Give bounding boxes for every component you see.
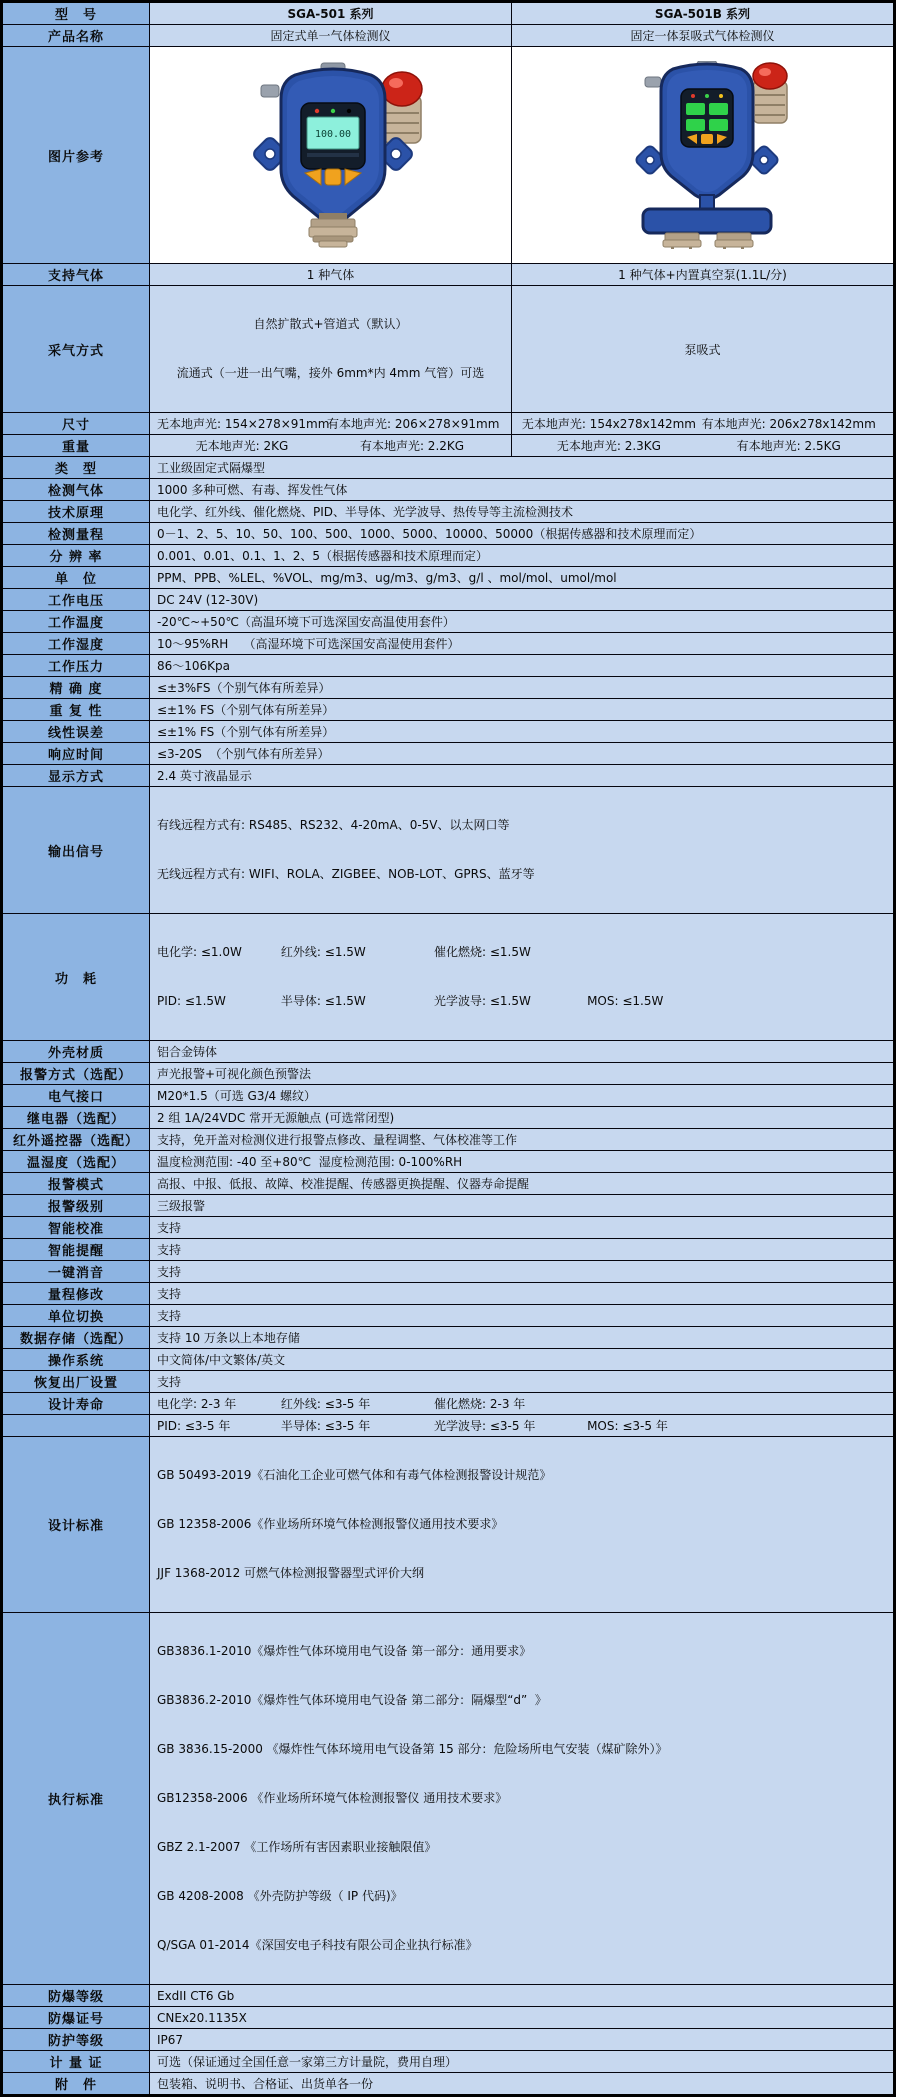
gas-sensor-pair [663,233,753,249]
standard-item: GB 3836.15-2000 《爆炸性气体环境用电气设备第 15 部分：危险场所电气安装（煤矿除外）》 [157,1742,668,1756]
row-label-empty [2,1415,150,1437]
table-row-type [2,457,895,479]
row-value: 1000 多种可燃、有毒、挥发性气体 [150,479,895,501]
table-row-exd-cert [2,2007,895,2029]
row-label: 量程修改 [2,1283,150,1305]
row-value: 2.4 英寸液晶显示 [150,765,895,787]
weight-a: 无本地声光: 2KG 有本地声光: 2.2KG [150,435,512,457]
series-a-title: SGA-501 系列 [150,2,512,25]
row-label: 图片参考 [2,47,150,264]
lcd-reading: 100.00 [315,129,352,140]
table-row-alarm-method [2,1063,895,1085]
standard-item: GB 50493-2019《石油化工企业可燃气体和有毒气体检测报警设计规范》 [157,1468,552,1482]
sampling-a-line2: 流通式（一进一出气嘴，接外 6mm*内 4mm 气管）可选 [176,366,485,380]
row-label: 执行标准 [2,1613,150,1985]
design-life-line2: PID: ≤3-5 年 半导体: ≤3-5 年 光学波导: ≤3-5 年 MOS: ≤3-5 年 [150,1415,895,1437]
row-value: 支持 [150,1283,895,1305]
row-value: 86～106Kpa [150,655,895,677]
row-value: -20℃~+50℃（高温环境下可选深国安高温使用套件） [150,611,895,633]
row-value: IP67 [150,2029,895,2051]
table-row-elec-port [2,1085,895,1107]
table-row-temp-humidity-option [2,1151,895,1173]
row-value: 声光报警+可视化颜色预警法 [150,1063,895,1085]
row-value: CNEx20.1135X [150,2007,895,2029]
table-row-design-standard [2,1437,895,1613]
table-row-factory-reset [2,1371,895,1393]
row-value: 支持 [150,1217,895,1239]
table-row-voltage [2,589,895,611]
table-row-dimensions [2,413,895,435]
standard-item: JJF 1368-2012 可燃气体检测报警器型式评价大纲 [157,1566,425,1580]
row-label: 重量 [2,435,150,457]
row-label: 单位切换 [2,1305,150,1327]
table-row-accuracy [2,677,895,699]
row-label: 工作电压 [2,589,150,611]
exec-standard-list [150,1613,895,1985]
row-label: 继电器（选配） [2,1107,150,1129]
row-value: ≤±1% FS（个别气体有所差异） [150,721,895,743]
dimensions-a: 无本地声光: 154×278×91mm有本地声光: 206×278×91mm [150,413,512,435]
row-value: 支持 [150,1261,895,1283]
table-row-unit [2,567,895,589]
row-label: 设计标准 [2,1437,150,1613]
table-row-ir-remote [2,1129,895,1151]
table-row-metering-cert [2,2051,895,2073]
row-label: 工作温度 [2,611,150,633]
row-label: 计 量 证 [2,2051,150,2073]
design-standard-list [150,1437,895,1613]
output-wired: 有线远程方式有: RS485、RS232、4-20mA、0-5V、以太网口等 [157,818,510,832]
table-row-exec-standard [2,1613,895,1985]
row-value: PPM、PPB、%LEL、%VOL、mg/m3、ug/m3、g/m3、g/l 、mol/mol、umol/mol [150,567,895,589]
table-row-work-temp [2,611,895,633]
standard-item: GB3836.2-2010《爆炸性气体环境用电气设备 第二部分：隔爆型“d” 》 [157,1693,547,1707]
row-label: 支持气体 [2,264,150,286]
lcd-screen [301,103,365,169]
gas-detector-b-image [605,61,815,249]
table-row-model [2,2,895,25]
row-label: 电气接口 [2,1085,150,1107]
table-row-smart-cal [2,1217,895,1239]
table-row-alarm-mode [2,1173,895,1195]
row-label: 重 复 性 [2,699,150,721]
series-b-title: SGA-501B 系列 [512,2,895,25]
row-label: 温湿度（选配） [2,1151,150,1173]
table-row-image-reference [2,47,895,264]
table-row-range-mod [2,1283,895,1305]
row-value: 支持 [150,1371,895,1393]
row-label: 输出信号 [2,787,150,914]
row-label: 线性误差 [2,721,150,743]
power-consumption-value [150,914,895,1041]
table-row-resolution [2,545,895,567]
product-image-b [512,47,895,264]
row-value: 2 组 1A/24VDC 常开无源触点 (可选常闭型) [150,1107,895,1129]
row-label: 外壳材质 [2,1041,150,1063]
standard-item: GB3836.1-2010《爆炸性气体环境用电气设备 第一部分：通用要求》 [157,1644,532,1658]
row-label: 型 号 [2,2,150,25]
product-name-b: 固定一体泵吸式气体检测仪 [512,25,895,47]
table-row-output [2,787,895,914]
standard-item: GB 4208-2008 《外壳防护等级（ IP 代码)》 [157,1889,403,1903]
row-label: 检测量程 [2,523,150,545]
row-label: 附 件 [2,2073,150,2096]
row-value: 支持，免开盖对检测仪进行报警点修改、量程调整、气体校准等工作 [150,1129,895,1151]
table-row-unit-switch [2,1305,895,1327]
standard-item: GB12358-2006 《作业场所环境气体检测报警仪 通用技术要求》 [157,1791,508,1805]
table-row-linearity [2,721,895,743]
row-label: 报警级别 [2,1195,150,1217]
standard-item: GBZ 2.1-2007 《工作场所有害因素职业接触限值》 [157,1840,437,1854]
row-label: 防爆证号 [2,2007,150,2029]
row-label: 数据存储（选配） [2,1327,150,1349]
row-value: DC 24V (12-30V) [150,589,895,611]
row-label: 单 位 [2,567,150,589]
row-label: 检测气体 [2,479,150,501]
row-label: 红外遥控器（选配） [2,1129,150,1151]
table-row-design-life-1 [2,1393,895,1415]
table-row-work-humidity [2,633,895,655]
table-row-response [2,743,895,765]
row-label: 工作压力 [2,655,150,677]
row-label: 精 确 度 [2,677,150,699]
table-row-smart-remind [2,1239,895,1261]
table-row-ip-rating [2,2029,895,2051]
row-value: 中文简体/中文繁体/英文 [150,1349,895,1371]
table-row-principle [2,501,895,523]
row-label: 类 型 [2,457,150,479]
table-row-shell [2,1041,895,1063]
table-row-power [2,914,895,1041]
row-label: 智能提醒 [2,1239,150,1261]
table-row-display [2,765,895,787]
dimensions-b: 无本地声光: 154x278x142mm 有本地声光: 206x278x142mm [512,413,895,435]
product-image-a [150,47,512,264]
table-row-alarm-level [2,1195,895,1217]
gas-sensor [309,213,357,247]
row-label: 分 辨 率 [2,545,150,567]
row-value: 三级报警 [150,1195,895,1217]
table-row-product-name [2,25,895,47]
table-row-os [2,1349,895,1371]
table-row-accessories [2,2073,895,2096]
table-row-repeatability [2,699,895,721]
sampling-a [150,286,512,413]
row-value: 工业级固定式隔爆型 [150,457,895,479]
table-row-sampling [2,286,895,413]
row-label: 采气方式 [2,286,150,413]
row-value: ≤±3%FS（个别气体有所差异） [150,677,895,699]
row-value: 支持 10 万条以上本地存储 [150,1327,895,1349]
row-label: 显示方式 [2,765,150,787]
supported-gas-a: 1 种气体 [150,264,512,286]
table-row-supported-gas [2,264,895,286]
row-label: 尺寸 [2,413,150,435]
standard-item: Q/SGA 01-2014《深国安电子科技有限公司企业执行标准》 [157,1938,478,1952]
row-label: 报警方式（选配） [2,1063,150,1085]
table-row-exd-grade [2,1985,895,2007]
row-label: 操作系统 [2,1349,150,1371]
row-value: ≤±1% FS（个别气体有所差异） [150,699,895,721]
gas-detector-a-image [233,61,443,249]
sampling-b: 泵吸式 [512,286,895,413]
row-value: 可选（保证通过全国任意一家第三方计量院，费用自理） [150,2051,895,2073]
row-value: ExdII CT6 Gb [150,1985,895,2007]
table-row-design-life-2 [2,1415,895,1437]
power-line1: 电化学: ≤1.0W 红外线: ≤1.5W 催化燃烧: ≤1.5W [157,945,531,959]
row-label: 响应时间 [2,743,150,765]
row-value: 支持 [150,1239,895,1261]
power-line2: PID: ≤1.5W 半导体: ≤1.5W 光学波导: ≤1.5W MOS: ≤1.5W [157,994,664,1008]
table-row-mute [2,1261,895,1283]
table-row-relay [2,1107,895,1129]
row-label: 功 耗 [2,914,150,1041]
row-value: 0.001、0.01、0.1、1、2、5（根据传感器和技术原理而定） [150,545,895,567]
row-value: 高报、中报、低报、故障、校准提醒、传感器更换提醒、仪器寿命提醒 [150,1173,895,1195]
table-row-pressure [2,655,895,677]
sampling-a-line1: 自然扩散式+管道式（默认） [253,317,408,331]
row-label: 报警模式 [2,1173,150,1195]
product-name-a: 固定式单一气体检测仪 [150,25,512,47]
row-value: 支持 [150,1305,895,1327]
row-label: 产品名称 [2,25,150,47]
design-life-line1: 电化学: 2-3 年 红外线: ≤3-5 年 催化燃烧: 2-3 年 [150,1393,895,1415]
row-label: 防护等级 [2,2029,150,2051]
row-label: 智能校准 [2,1217,150,1239]
table-row-range [2,523,895,545]
table-row-storage [2,1327,895,1349]
row-value: 0－1、2、5、10、50、100、500、1000、5000、10000、50000（根据传感器和技术原理而定） [150,523,895,545]
row-value: 温度检测范围: -40 至+80℃ 湿度检测范围: 0-100%RH [150,1151,895,1173]
row-label: 恢复出厂设置 [2,1371,150,1393]
row-value: 10～95%RH （高湿环境下可选深国安高湿使用套件） [150,633,895,655]
row-value: 包装箱、说明书、合格证、出货单各一份 [150,2073,895,2096]
output-wireless: 无线远程方式有: WIFI、ROLA、ZIGBEE、NOB-LOT、GPRS、蓝牙等 [157,867,535,881]
row-value: 电化学、红外线、催化燃烧、PID、半导体、光学波导、热传导等主流检测技术 [150,501,895,523]
weight-b: 无本地声光: 2.3KG 有本地声光: 2.5KG [512,435,895,457]
lcd-screen [681,89,733,147]
row-value: M20*1.5（可选 G3/4 螺纹） [150,1085,895,1107]
table-row-detect-gases [2,479,895,501]
output-signal-value [150,787,895,914]
row-value: ≤3-20S （个别气体有所差异） [150,743,895,765]
row-label: 一键消音 [2,1261,150,1283]
supported-gas-b: 1 种气体+内置真空泵(1.1L/分) [512,264,895,286]
row-label: 工作湿度 [2,633,150,655]
table-row-weight [2,435,895,457]
row-label: 技术原理 [2,501,150,523]
row-value: 铝合金铸体 [150,1041,895,1063]
row-label: 防爆等级 [2,1985,150,2007]
row-label: 设计寿命 [2,1393,150,1415]
standard-item: GB 12358-2006《作业场所环境气体检测报警仪通用技术要求》 [157,1517,504,1531]
